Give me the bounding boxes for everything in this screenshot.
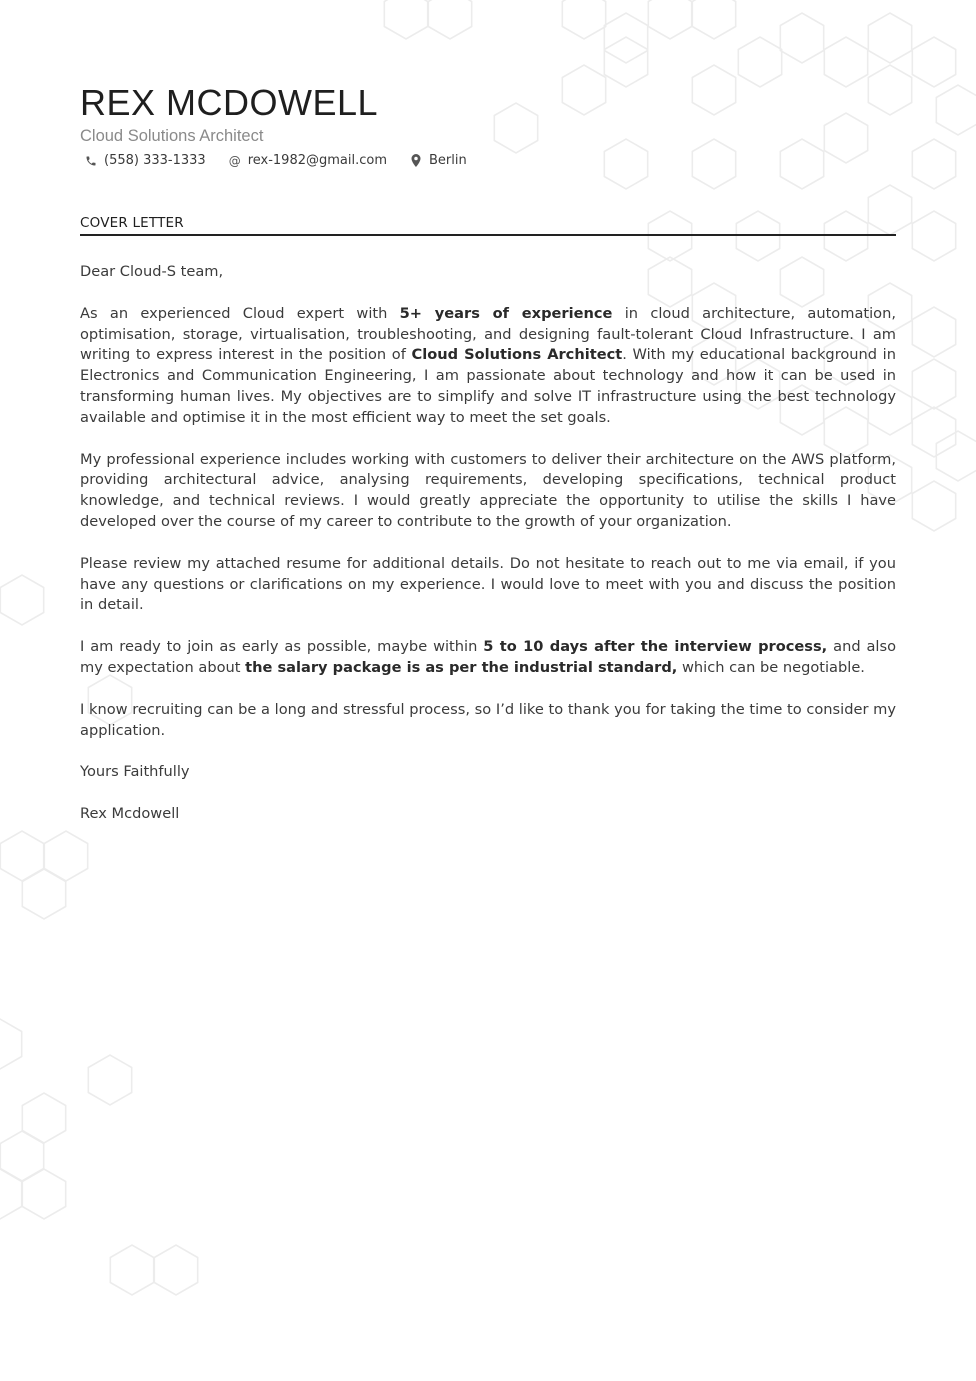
background-hexagon: [604, 37, 647, 87]
letter-paragraph-4: [80, 637, 896, 679]
background-hexagon: [824, 113, 867, 163]
background-hexagon: [780, 13, 823, 63]
background-hexagon: [562, 0, 605, 39]
letter-body: [80, 262, 896, 846]
background-hexagon: [428, 0, 471, 39]
background-hexagon: [604, 13, 647, 63]
p1-text-a: As an experienced Cloud expert with: [80, 304, 400, 322]
location-pin-icon: [409, 154, 423, 168]
contact-email: [228, 153, 387, 168]
contact-location: [409, 153, 467, 168]
p4-text-e: which can be negotiable.: [677, 658, 865, 676]
at-sign-icon: @: [228, 153, 241, 168]
letter-paragraph-2: My professional experience includes working with customers to deliver their architecture on the AWS platform, providing architectural advice, analysing requirements, developing specifications, technical product knowledge, and technical reviews. I would greatly appreciate the opportunity to utilise the skills I have developed over the course of my career to contribute to the growth of your organization.: [80, 450, 896, 530]
location-city: Berlin: [429, 153, 467, 168]
background-hexagon: [912, 359, 955, 409]
background-hexagon: [912, 407, 955, 457]
background-hexagon: [604, 139, 647, 189]
section-title: COVER LETTER: [80, 215, 896, 236]
background-hexagon: [648, 0, 691, 39]
letter-signature: Rex Mcdowell: [80, 805, 180, 823]
phone-number[interactable]: (558) 333-1333: [104, 153, 206, 168]
background-hexagon: [88, 1055, 131, 1105]
background-hexagon: [824, 37, 867, 87]
background-hexagon: [780, 139, 823, 189]
letter-paragraph-5: I know recruiting can be a long and stressful process, so I’d like to thank you for taking the time to consider my application.: [80, 700, 896, 739]
background-hexagon: [110, 1245, 153, 1295]
p1-text-e: . With my educational background in Electronics and Communication Engineering, I am passionate about technology and how it can be used in transforming human lives. My objectives are to simplify and solve IT infrastructure using the best technology available and optimise it in the most efficient way to meet the set goals.: [80, 346, 896, 426]
letter-paragraph-3: Please review my attached resume for additional details. Do not hesitate to reach out to me via email, if you have any questions or clarifications on my experience. I would love to meet with you and discuss the position in detail.: [80, 554, 896, 614]
p1-highlight-experience: 5+ years of experience: [399, 304, 613, 322]
background-hexagon: [0, 1169, 22, 1219]
applicant-name: REX MCDOWELL: [80, 82, 379, 123]
background-hexagon: [738, 37, 781, 87]
background-hexagon: [912, 37, 955, 87]
background-hexagon: [384, 0, 427, 39]
p4-text-a: I am ready to join as early as possible, maybe within: [80, 638, 484, 656]
contact-phone: [84, 153, 206, 168]
letter-paragraph-1: [80, 304, 896, 429]
p1-highlight-position: Cloud Solutions Architect: [411, 346, 623, 364]
background-hexagon: [154, 1245, 197, 1295]
p4-highlight-joining: 5 to 10 days after the interview process,: [483, 638, 828, 656]
background-hexagon: [912, 481, 955, 531]
background-hexagon: [0, 1019, 22, 1069]
phone-icon: [84, 154, 98, 168]
p4-text-c: and also my expectation about: [80, 638, 897, 676]
background-hexagon: [692, 0, 735, 39]
background-hexagon: [562, 65, 605, 115]
p4-highlight-salary: the salary package is as per the industrial standard,: [245, 658, 678, 676]
background-hexagon: [494, 103, 537, 153]
background-hexagon: [0, 575, 43, 625]
background-hexagon: [868, 65, 911, 115]
background-hexagon: [912, 211, 955, 261]
email-address[interactable]: rex-1982@gmail.com: [247, 153, 387, 168]
letter-greeting: Dear Cloud-S team,: [80, 263, 224, 280]
background-hexagon: [692, 65, 735, 115]
p1-text-c: in cloud architecture, automation, optimisation, storage, virtualisation, troubleshooting, and designing fault-tolerant Cloud Infrastructure. I am writing to express interest in the position of: [80, 304, 896, 364]
applicant-title: Cloud Solutions Architect: [80, 127, 264, 145]
letter-closing: Yours Faithfully: [80, 763, 190, 781]
contact-row: [84, 153, 489, 168]
background-hexagon: [912, 307, 955, 357]
background-hexagon: [912, 139, 955, 189]
background-hexagon: [692, 139, 735, 189]
background-hexagon: [936, 85, 976, 135]
background-hexagon: [868, 13, 911, 63]
